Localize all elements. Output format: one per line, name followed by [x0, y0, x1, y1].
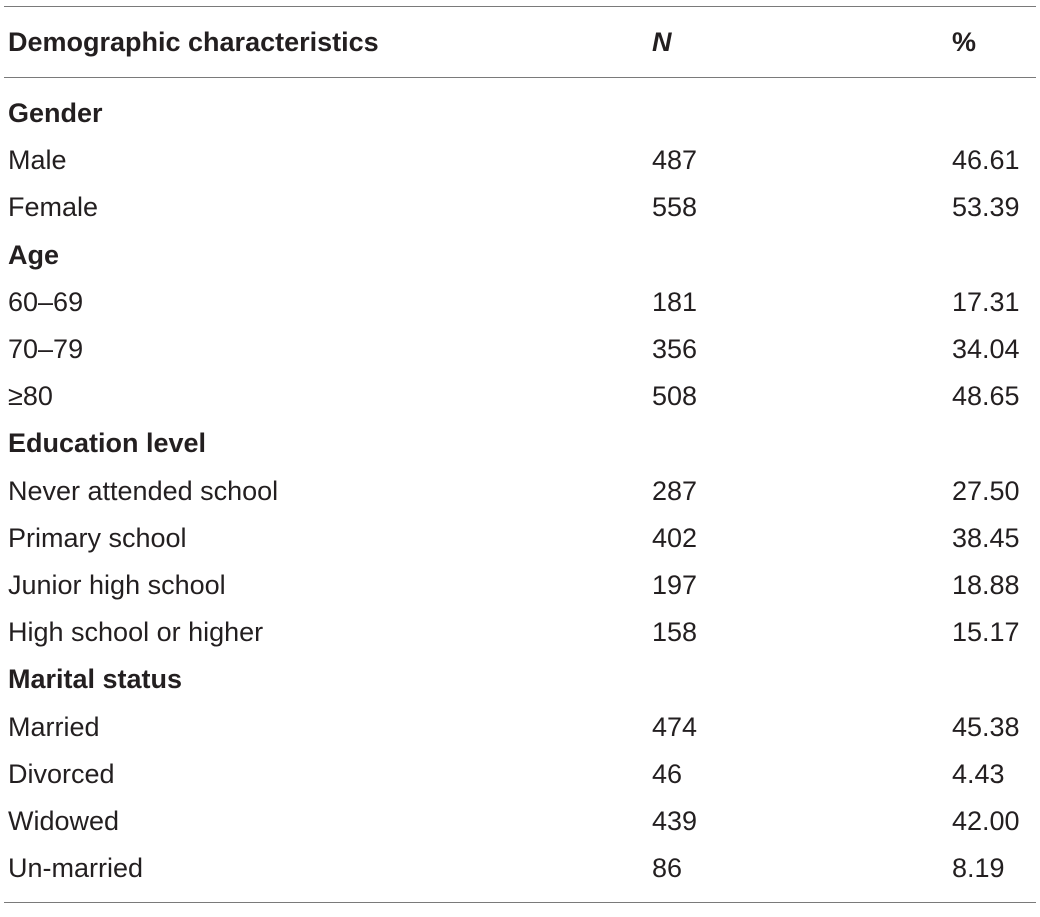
row-n: 158 — [652, 617, 698, 648]
row-label: Primary school — [8, 522, 187, 553]
table-row — [4, 515, 1036, 562]
table-row — [4, 468, 1036, 515]
section-row-marital-status — [4, 656, 1036, 703]
section-row-gender — [4, 90, 1036, 137]
table-row — [4, 373, 1036, 420]
section-title: Age — [8, 239, 60, 270]
row-percent: 34.04 — [952, 334, 1020, 365]
section-row-age — [4, 232, 1036, 279]
row-percent: 4.43 — [952, 758, 1005, 789]
row-label: ≥80 — [8, 381, 53, 412]
section-title: Education level — [8, 428, 207, 459]
table-row — [4, 184, 1036, 231]
row-percent: 45.38 — [952, 711, 1020, 742]
row-label: Junior high school — [8, 569, 226, 600]
row-percent: 53.39 — [952, 192, 1020, 223]
table-row — [4, 845, 1036, 892]
row-percent: 46.61 — [952, 145, 1020, 176]
row-n: 287 — [652, 475, 698, 506]
row-n: 46 — [652, 758, 683, 789]
row-percent: 8.19 — [952, 853, 1005, 884]
header-n: N — [652, 26, 672, 57]
section-title: Gender — [8, 98, 103, 129]
row-n: 487 — [652, 145, 698, 176]
row-n: 181 — [652, 286, 698, 317]
row-percent: 18.88 — [952, 569, 1020, 600]
section-title: Marital status — [8, 664, 183, 695]
section-row-education-level — [4, 420, 1036, 467]
row-n: 356 — [652, 334, 698, 365]
row-label: Divorced — [8, 758, 115, 789]
row-label: Female — [8, 192, 99, 223]
row-label: Male — [8, 145, 67, 176]
row-percent: 27.50 — [952, 475, 1020, 506]
row-n: 439 — [652, 805, 698, 836]
header-demographic-characteristics: Demographic characteristics — [8, 26, 379, 57]
table-row — [4, 326, 1036, 373]
row-n: 508 — [652, 381, 698, 412]
demographics-table — [4, 6, 1036, 903]
row-n: 86 — [652, 853, 683, 884]
table-body — [4, 78, 1036, 902]
row-n: 558 — [652, 192, 698, 223]
row-label: Married — [8, 711, 100, 742]
table-row — [4, 562, 1036, 609]
row-percent: 15.17 — [952, 617, 1020, 648]
row-label: High school or higher — [8, 617, 264, 648]
row-percent: 17.31 — [952, 286, 1020, 317]
table-bottom-rule — [4, 902, 1036, 903]
table-row — [4, 798, 1036, 845]
row-label: Never attended school — [8, 475, 279, 506]
row-percent: 38.45 — [952, 522, 1020, 553]
table-row — [4, 751, 1036, 798]
table-row — [4, 703, 1036, 750]
table-row — [4, 137, 1036, 184]
row-percent: 48.65 — [952, 381, 1020, 412]
row-percent: 42.00 — [952, 805, 1020, 836]
row-n: 474 — [652, 711, 698, 742]
row-label: 70–79 — [8, 334, 84, 365]
row-label: 60–69 — [8, 286, 84, 317]
row-label: Un-married — [8, 853, 144, 884]
table-header-row — [4, 7, 1036, 77]
row-n: 197 — [652, 569, 698, 600]
row-n: 402 — [652, 522, 698, 553]
row-label: Widowed — [8, 805, 120, 836]
table-row — [4, 609, 1036, 656]
header-percent: % — [952, 26, 977, 57]
table-row — [4, 279, 1036, 326]
